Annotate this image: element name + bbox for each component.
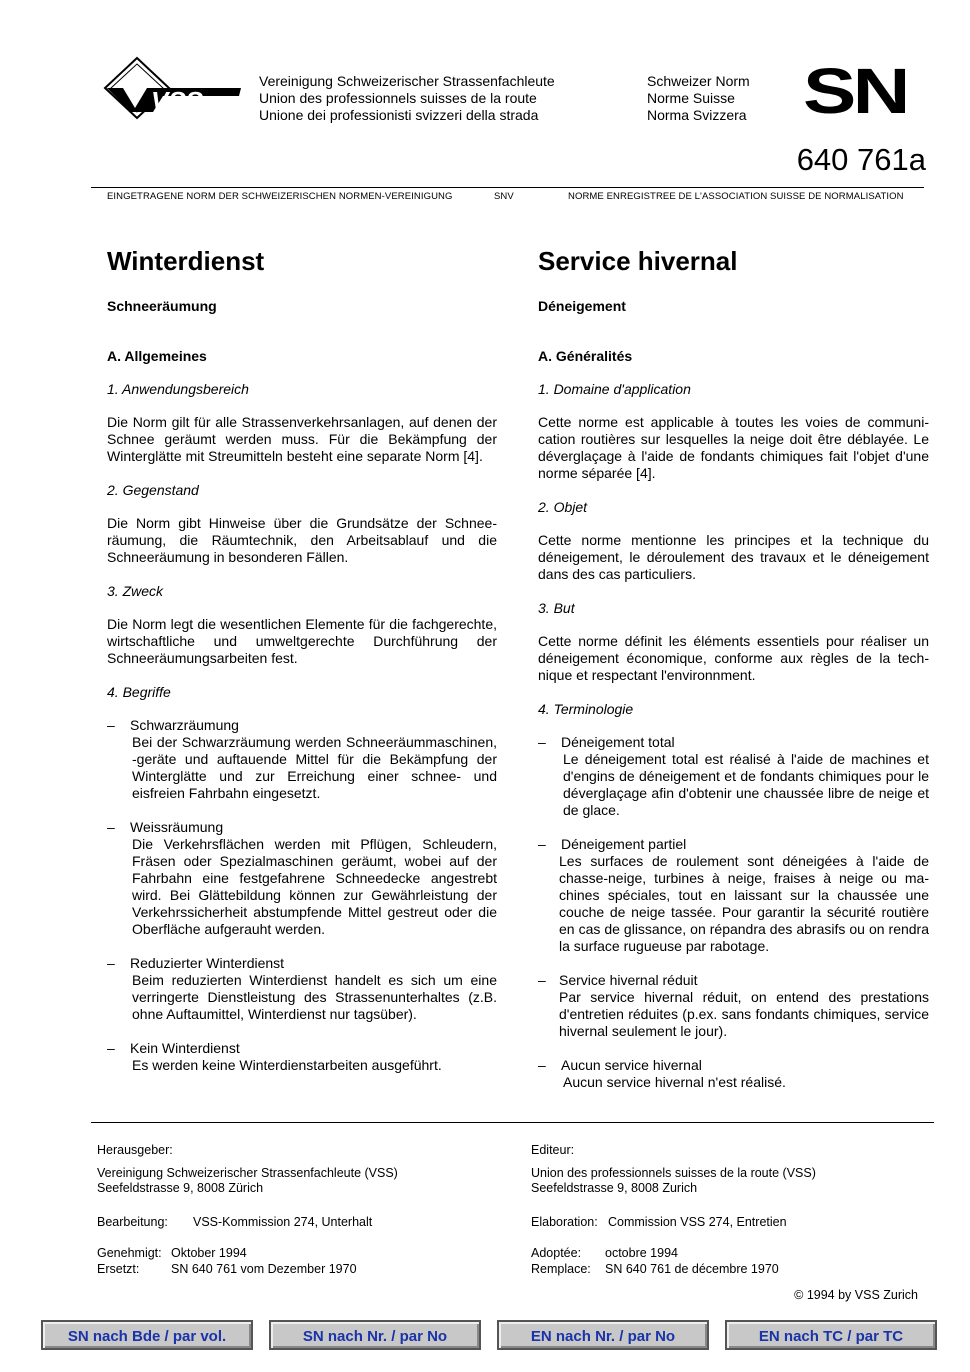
vss-logo — [103, 56, 243, 120]
heading-3-de: 3. Zweck — [107, 583, 164, 599]
title-de: Winterdienst — [107, 246, 265, 276]
edit-label-fr: Elaboration: — [531, 1214, 598, 1229]
heading-4-fr: 4. Terminologie — [538, 701, 634, 717]
term-text: Par service hivernal réduit, on entend des prestations d'entretien réduites (p.ex. sans fondants chimiques, service hivernal seulement le jour). — [559, 989, 929, 1039]
subtitle-fr: Déneigement — [538, 298, 626, 314]
term-de — [107, 717, 497, 802]
header-rule — [91, 187, 924, 188]
replaces-value-de: SN 640 761 vom Dezember 1970 — [171, 1261, 357, 1276]
term-name: Déneigement total — [561, 734, 675, 750]
edit-value-fr: Commission VSS 274, Entretien — [608, 1214, 787, 1229]
term-text: Le déneigement total est réalisé à l'aide de machines et d'engins de déneigement et de fondants chimiques pour le déverglaçage afin d'obtenir une chaussée libre de neige et de glace. — [563, 751, 929, 818]
paragraph-3-fr: Cette norme définit les éléments essentiels pour réaliser un déneigement économique, conforme aux règles de la technique et respectant l'environnment. — [538, 633, 929, 683]
heading-4-de: 4. Begriffe — [107, 684, 171, 700]
paragraph-1-fr: Cette norme est applicable à toutes les voies de communication routières sur lesquelles la neige doit être déblayée. Le déverglaçage à l'aide de fondants chimiques fait l'objet d'une norme séparée [4]. — [538, 414, 929, 481]
replaces-label-fr: Remplace: — [531, 1261, 591, 1276]
approved-line-de — [97, 1246, 497, 1262]
norm-number: 640 761a — [796, 142, 926, 177]
sn-logo: SN — [803, 55, 907, 127]
publisher-label-fr: Editeur: — [531, 1143, 575, 1157]
replaces-line-fr — [531, 1262, 931, 1278]
heading-1-de: 1. Anwendungsbereich — [107, 381, 249, 397]
copyright: © 1994 by VSS Zurich — [794, 1288, 918, 1302]
imprint-fr — [531, 1143, 931, 1277]
term-fr — [538, 1057, 929, 1091]
dash-bullet: – — [107, 955, 115, 971]
heading-3-fr: 3. But — [538, 600, 575, 616]
term-text: Beim reduzierten Winterdienst handelt es sich um eine verringerte Dienstleistung des Strassenunterhaltes (z.B. ohne Auftaumittel, Winterdienst nur tagsüber). — [132, 972, 497, 1022]
term-name: Aucun service hivernal — [561, 1057, 702, 1073]
nav-en-by-tc-button[interactable]: EN nach TC / par TC — [725, 1320, 937, 1350]
nav-en-by-number-button[interactable]: EN nach Nr. / par No — [497, 1320, 709, 1350]
term-de — [107, 819, 497, 938]
imprint-de — [97, 1143, 497, 1277]
term-de — [107, 955, 497, 1023]
org-name-it: Unione dei professionisti svizzeri della strada — [259, 107, 539, 123]
paragraph-2-de: Die Norm gibt Hinweise über die Grundsätze der Schneeräumung, die Räumtechnik, den Arbeitsablauf und die Schneeräumung in besonderen Fällen. — [107, 515, 497, 565]
term-text: Bei der Schwarzräumung werden Schneeräummaschinen, -geräte und auftauende Mittel für die Bekämpfung der Winterglätte und zur Erreichung einer schnee- und eisfreien Fahrbahn eingesetzt. — [132, 734, 497, 801]
dash-bullet: – — [538, 972, 546, 988]
edit-value-de: VSS-Kommission 274, Unterhalt — [193, 1214, 373, 1229]
approved-value-fr: octobre 1994 — [605, 1246, 678, 1260]
approved-label-fr: Adoptée: — [531, 1246, 582, 1260]
term-name: Schwarzräumung — [130, 717, 239, 733]
footer-rule — [91, 1122, 934, 1123]
heading-2-de: 2. Gegenstand — [107, 482, 199, 498]
registered-de: EINGETRAGENE NORM DER SCHWEIZERISCHEN NORMEN-VEREINIGUNG — [107, 191, 453, 202]
replaces-label-de: Ersetzt: — [97, 1261, 140, 1276]
vss-logo-text: VSS — [151, 86, 204, 116]
publisher-label-de: Herausgeber: — [97, 1143, 173, 1157]
term-text: Es werden keine Winterdienstarbeiten ausgeführt. — [132, 1057, 442, 1073]
replaces-value-fr: SN 640 761 de décembre 1970 — [605, 1261, 779, 1276]
dash-bullet: – — [538, 1057, 546, 1073]
dash-bullet: – — [107, 1040, 115, 1056]
term-name: Reduzierter Winterdienst — [130, 955, 285, 971]
dash-bullet: – — [538, 836, 546, 852]
paragraph-2-fr: Cette norme mentionne les principes et la technique du déneigement, le déroulement des travaux et le déneigement dans des cas particuliers. — [538, 532, 929, 582]
publisher-address-fr: Seefeldstrasse 9, 8008 Zurich — [531, 1181, 698, 1195]
heading-2-fr: 2. Objet — [538, 499, 588, 515]
org-names — [259, 73, 555, 124]
publisher-address-de: Seefeldstrasse 9, 8008 Zürich — [97, 1181, 264, 1195]
norm-names — [647, 73, 750, 124]
edit-line-fr — [531, 1215, 931, 1231]
approved-line-fr — [531, 1246, 931, 1262]
approved-label-de: Genehmigt: — [97, 1246, 162, 1260]
publisher-name-fr: Union des professionnels suisses de la route (VSS) — [531, 1165, 816, 1180]
dash-bullet: – — [538, 734, 546, 750]
term-name: Service hivernal réduit — [559, 972, 698, 988]
replaces-line-de — [97, 1262, 497, 1278]
approved-value-de: Oktober 1994 — [171, 1246, 247, 1260]
term-de — [107, 1040, 497, 1074]
column-fr — [538, 246, 929, 1091]
term-text: Les surfaces de roulement sont déneigées à l'aide de chasse-neige, turbines à neige, fraises à neige ou machines spéciales, tout en laissant sur la chaussée une couche de neige tassée. Pour garantir la sécurité routière en cas de glissance, on répandra des abrasifs ou on rendra la surface rugueuse par rabotage. — [559, 853, 929, 954]
title-fr: Service hivernal — [538, 246, 738, 276]
paragraph-3-de: Die Norm legt die wesentlichen Elemente für die fachgerechte, wirtschaftliche und umweltgerechte Durchführung der Schneeräumungsarbeiten fest. — [107, 616, 497, 666]
subtitle-de: Schneeräumung — [107, 298, 217, 314]
term-fr — [538, 836, 929, 955]
publisher-name-de: Vereinigung Schweizerischer Strassenfachleute (VSS) — [97, 1165, 398, 1180]
section-a-fr: A. Généralités — [538, 348, 633, 364]
nav-sn-by-volume-button[interactable]: SN nach Bde / par vol. — [41, 1320, 253, 1350]
term-name: Weissräumung — [130, 819, 224, 835]
term-fr — [538, 972, 929, 1040]
paragraph-1-de: Die Norm gilt für alle Strassenverkehrsanlagen, auf denen der Schnee geräumt werden muss. Für die Bekämpfung der Winterglätte mit Streumitteln besteht eine separate Norm [4]. — [107, 414, 497, 464]
term-fr — [538, 734, 929, 819]
term-name: Kein Winterdienst — [130, 1040, 240, 1056]
registered-fr: NORME ENREGISTREE DE L'ASSOCIATION SUISSE DE NORMALISATION — [568, 191, 904, 202]
term-text: Die Verkehrsflächen werden mit Pflügen, Schleudern, Fräsen oder Spezialmaschinen geräumt, wobei auf der Fahrbahn eine festgefahrene Schneedecke angestrebt wird. Bei Glättebildung können zur Gewährleistung der Verkehrssicherheit abstumpfende Mittel gestreut oder die Oberfläche aufgerauht werden. — [132, 836, 497, 937]
norm-name-de: Schweizer Norm — [647, 73, 750, 89]
dash-bullet: – — [107, 819, 115, 835]
dash-bullet: – — [107, 717, 115, 733]
org-name-fr: Union des professionnels suisses de la route — [259, 90, 537, 106]
heading-1-fr: 1. Domaine d'application — [538, 381, 691, 397]
edit-label-de: Bearbeitung: — [97, 1214, 168, 1229]
term-name: Déneigement partiel — [561, 836, 687, 852]
edit-line-de — [97, 1215, 497, 1231]
org-name-de: Vereinigung Schweizerischer Strassenfachleute — [259, 73, 555, 89]
registered-snv: SNV — [494, 191, 514, 202]
term-text: Aucun service hivernal n'est réalisé. — [563, 1074, 786, 1090]
column-de — [107, 246, 497, 1074]
norm-name-it: Norma Svizzera — [647, 107, 747, 123]
section-a-de: A. Allgemeines — [107, 348, 207, 364]
nav-sn-by-number-button[interactable]: SN nach Nr. / par No — [269, 1320, 481, 1350]
norm-name-fr: Norme Suisse — [647, 90, 735, 106]
